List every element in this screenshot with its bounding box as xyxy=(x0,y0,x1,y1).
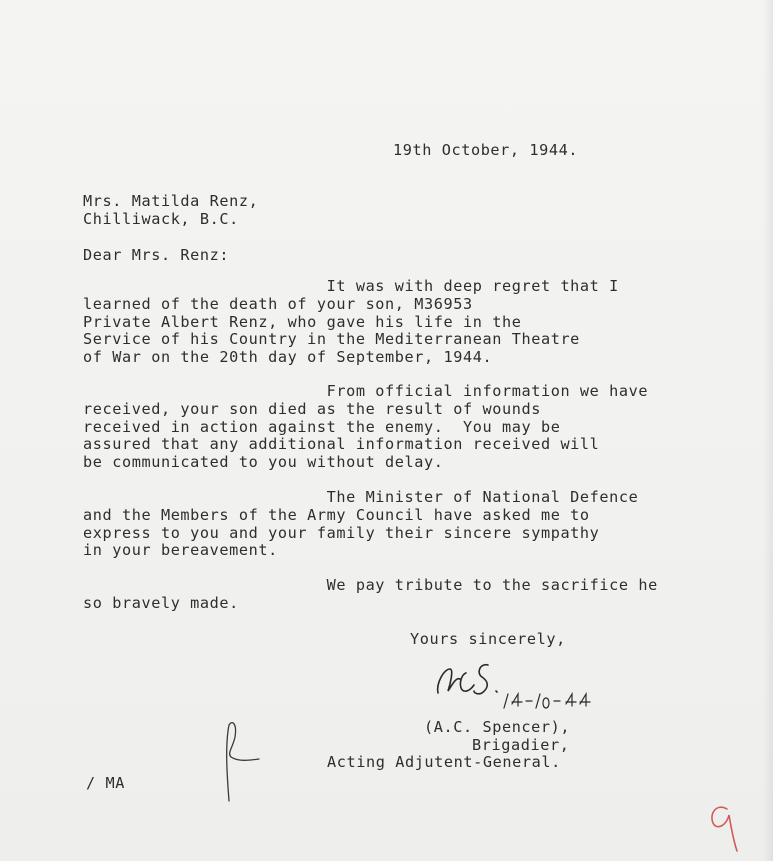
letter-date: 19th October, 1944. xyxy=(393,141,579,159)
paragraph-4 xyxy=(83,577,663,613)
paragraph-line: express to you and your family their sincere sympathy xyxy=(83,523,600,542)
paragraph-line: so bravely made. xyxy=(83,593,239,612)
paragraph-line: be communicated to you without delay. xyxy=(83,453,444,472)
salutation: Dear Mrs. Renz: xyxy=(83,246,230,264)
handwritten-check-mark xyxy=(215,715,265,805)
paragraph-line: It was with deep regret that I xyxy=(83,277,619,295)
closing: Yours sincerely, xyxy=(410,630,566,648)
page-edge-shadow xyxy=(763,0,773,861)
recipient-place: Chilliwack, B.C. xyxy=(83,210,239,228)
paragraph-3 xyxy=(83,489,663,560)
paragraph-line: From official information we have xyxy=(83,382,649,400)
paragraph-line: Private Albert Renz, who gave his life in the xyxy=(83,312,522,331)
paragraph-line: of War on the 20th day of September, 1944. xyxy=(83,348,493,367)
paragraph-2 xyxy=(83,383,663,472)
paragraph-line: and the Members of the Army Council have asked me to xyxy=(83,505,590,524)
signature-date xyxy=(500,690,595,712)
signer-title: Acting Adjutent-General. xyxy=(327,753,561,771)
paragraph-line: received in action against the enemy. You may be xyxy=(83,417,561,436)
recipient-name: Mrs. Matilda Renz, xyxy=(83,192,259,210)
paragraph-line: We pay tribute to the sacrifice he xyxy=(83,576,658,594)
paragraph-line: The Minister of National Defence xyxy=(83,488,639,506)
paragraph-1 xyxy=(83,278,663,367)
page-number-mark xyxy=(703,795,743,855)
paragraph-line: learned of the death of your son, M36953 xyxy=(83,294,473,313)
signer-name: (A.C. Spencer), xyxy=(424,718,571,736)
paragraph-line: Service of his Country in the Mediterranean Theatre xyxy=(83,330,580,349)
paragraph-line: assured that any additional information received will xyxy=(83,435,600,454)
signer-rank: Brigadier, xyxy=(472,736,570,754)
paragraph-line: received, your son died as the result of wounds xyxy=(83,399,541,418)
reference-initials: / MA xyxy=(86,774,125,792)
paragraph-line: in your bereavement. xyxy=(83,541,278,560)
